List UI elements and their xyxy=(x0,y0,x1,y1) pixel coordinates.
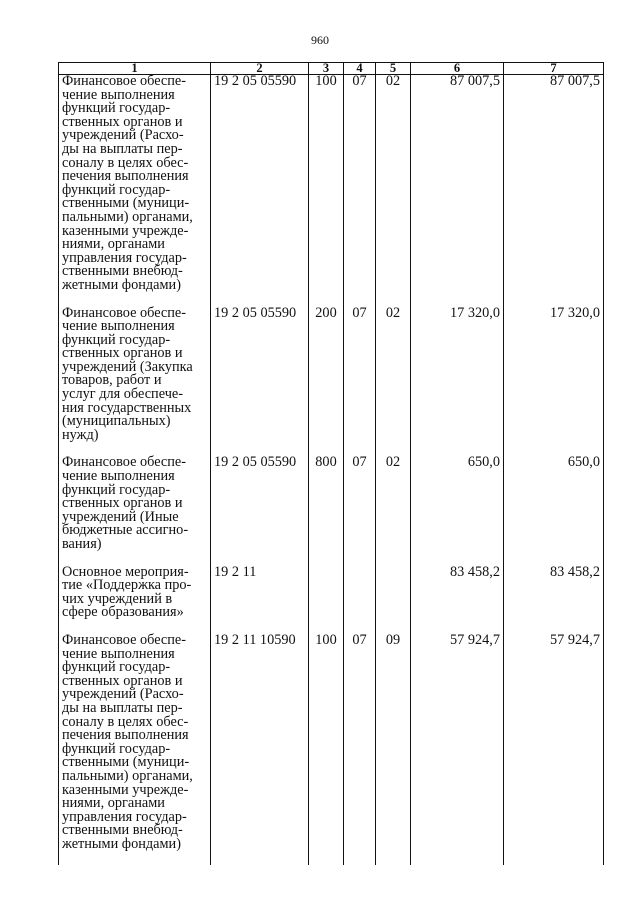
column-header: 5 xyxy=(376,63,411,75)
row-name: Финансовое обеспе- чение выполнения функций государ- ственных органов и учреждений (Расхо- ды на выплаты пер- соналу в целях обес- печения выполнения функций государ- ственными (муници- пальными) органами, казенными учрежде- ниями, органами управления государ- ственными внебюд- жетными фондами) xyxy=(59,634,211,852)
amount-plan: 650,0 xyxy=(411,456,504,551)
table-row xyxy=(59,456,604,551)
column-header: 2 xyxy=(211,63,309,75)
budget-table xyxy=(58,62,604,865)
subsection-code: 09 xyxy=(376,634,411,852)
expense-type-code: 200 xyxy=(309,307,344,443)
column-header: 6 xyxy=(411,63,504,75)
table-row xyxy=(59,307,604,443)
section-code: 07 xyxy=(344,307,376,443)
target-article-code: 19 2 05 05590 xyxy=(211,75,309,293)
section-code: 07 xyxy=(344,634,376,852)
amount-total: 83 458,2 xyxy=(504,566,604,620)
amount-plan: 17 320,0 xyxy=(411,307,504,443)
amount-total: 650,0 xyxy=(504,456,604,551)
section-code: 07 xyxy=(344,456,376,551)
column-header: 1 xyxy=(59,63,211,75)
column-header: 7 xyxy=(504,63,604,75)
target-article-code: 19 2 11 xyxy=(211,566,309,620)
amount-total: 57 924,7 xyxy=(504,634,604,852)
table-row xyxy=(59,75,604,293)
amount-plan: 57 924,7 xyxy=(411,634,504,852)
target-article-code: 19 2 05 05590 xyxy=(211,307,309,443)
row-name: Финансовое обеспе- чение выполнения функций государ- ственных органов и учреждений (Иные бюджетные ассигно- вания) xyxy=(59,456,211,551)
target-article-code: 19 2 05 05590 xyxy=(211,456,309,551)
table-row xyxy=(59,634,604,852)
row-name: Основное мероприя- тие «Поддержка про- чих учреждений в сфере образования» xyxy=(59,566,211,620)
expense-type-code: 100 xyxy=(309,634,344,852)
subsection-code: 02 xyxy=(376,307,411,443)
subsection-code xyxy=(376,566,411,620)
column-header: 3 xyxy=(309,63,344,75)
amount-total: 87 007,5 xyxy=(504,75,604,293)
amount-plan: 83 458,2 xyxy=(411,566,504,620)
expense-type-code xyxy=(309,566,344,620)
target-article-code: 19 2 11 10590 xyxy=(211,634,309,852)
amount-plan: 87 007,5 xyxy=(411,75,504,293)
column-header: 4 xyxy=(344,63,376,75)
subsection-code: 02 xyxy=(376,456,411,551)
expense-type-code: 100 xyxy=(309,75,344,293)
section-code: 07 xyxy=(344,75,376,293)
expense-type-code: 800 xyxy=(309,456,344,551)
table-row xyxy=(59,566,604,620)
amount-total: 17 320,0 xyxy=(504,307,604,443)
page-number: 960 xyxy=(311,33,329,47)
section-code xyxy=(344,566,376,620)
subsection-code: 02 xyxy=(376,75,411,293)
row-name: Финансовое обеспе- чение выполнения функций государ- ственных органов и учреждений (Закупка товаров, работ и услуг для обеспече- ния государственных (муниципальных) нужд) xyxy=(59,307,211,443)
row-name: Финансовое обеспе- чение выполнения функций государ- ственных органов и учреждений (Расхо- ды на выплаты пер- соналу в целях обес- печения выполнения функций государ- ственными (муници- пальными) органами, казенными учрежде- ниями, органами управления государ- ственными внебюд- жетными фондами) xyxy=(59,75,211,293)
